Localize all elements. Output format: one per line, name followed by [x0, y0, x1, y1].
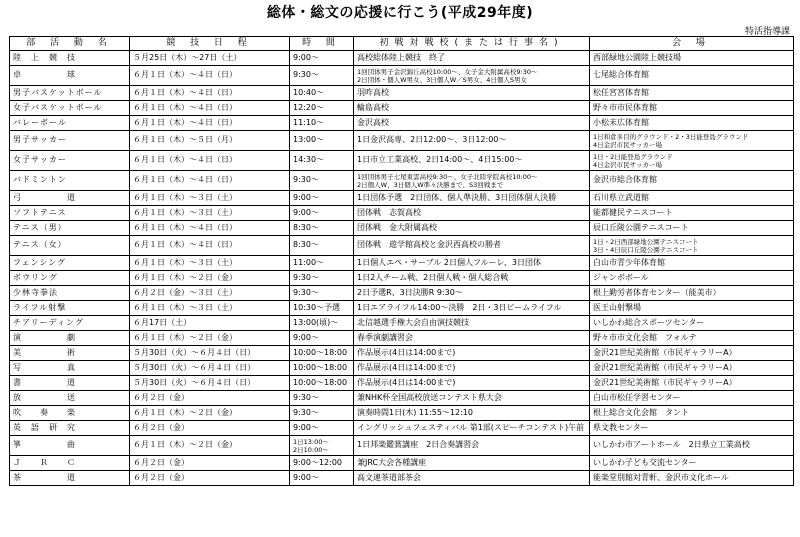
opponent-cell: 演奏時間1日(木) 11:55～12:10 [354, 406, 590, 421]
time-cell-line: 1日13:00～ [293, 437, 329, 446]
opponent-cell: 1日団体予選 2日団体、個人準決勝、3日団体個人決勝 [354, 191, 590, 206]
time-cell: 14:30～ [290, 151, 354, 171]
opponent-cell: 輪島高校 [354, 101, 590, 116]
opponent-cell [354, 66, 590, 86]
time-cell: 11:00～ [290, 256, 354, 271]
venue-cell: 金沢21世紀美術館（市民ギャラリーA） [590, 346, 794, 361]
venue-cell-line: 1日和倉多目的グラウンド・2・3日能登島グラウンド [593, 132, 749, 141]
venue-cell: 能楽堂別館対青軒、金沢市文化ホール [590, 471, 794, 486]
time-cell: 10:00～18:00 [290, 346, 354, 361]
table-row [10, 256, 794, 271]
venue-cell: 根上総合文化会館 タント [590, 406, 794, 421]
table-row [10, 471, 794, 486]
table-row [10, 456, 794, 471]
table-row [10, 236, 794, 256]
table-row [10, 436, 794, 456]
time-cell: 9:30～ [290, 271, 354, 286]
opponent-cell: 1日エアライフル14:00～決勝 2日・3日ビームライフル [354, 301, 590, 316]
club-cell: 男子サッカー [10, 131, 130, 151]
header-opponent: 初戦対戦校(または行事名) [354, 37, 590, 51]
schedule-cell: ６月１日（木）～４日（日） [130, 101, 290, 116]
club-cell: フェンシング [10, 256, 130, 271]
opponent-cell-line: 2日個人W、3日個人W準々決勝まで、S3回戦まで [357, 180, 504, 189]
schedule-cell: ６月１日（木）～３日（土） [130, 301, 290, 316]
time-cell: 9:30～ [290, 171, 354, 191]
header-club: 部 活 動 名 [10, 37, 130, 51]
venue-cell: 能都健民テニスコート [590, 206, 794, 221]
club-cell: 吹 奏 楽 [10, 406, 130, 421]
table-row [10, 391, 794, 406]
schedule-cell: ６月２日（金） [130, 456, 290, 471]
table-row [10, 331, 794, 346]
venue-cell: いしかわ子ども交流センター [590, 456, 794, 471]
table-row [10, 51, 794, 66]
club-cell: 放 送 [10, 391, 130, 406]
time-cell: 10:30～予選 [290, 301, 354, 316]
schedule-cell: ６月２日（金） [130, 391, 290, 406]
club-cell: 茶 道 [10, 471, 130, 486]
table-row [10, 421, 794, 436]
club-cell: テニス（男） [10, 221, 130, 236]
club-cell: 男子バスケットボール [10, 86, 130, 101]
time-cell: 8:30～ [290, 221, 354, 236]
schedule-cell: ６月１日（木）～４日（日） [130, 151, 290, 171]
schedule-cell: ６月１日（木）～２日（金） [130, 406, 290, 421]
time-cell: 9:00～12:00 [290, 456, 354, 471]
venue-cell: 石川県立武道館 [590, 191, 794, 206]
venue-cell: 辰口丘陵公園テニスコート [590, 221, 794, 236]
venue-cell-line: 4日金沢市民サッカー場 [593, 160, 663, 169]
time-cell: 9:30～ [290, 286, 354, 301]
club-cell: 英 語 研 究 [10, 421, 130, 436]
schedule-cell: ６月１日（木）～２日（金） [130, 271, 290, 286]
time-cell: 9:30～ [290, 66, 354, 86]
opponent-cell: 2日予選R、3日決勝R 9:30～ [354, 286, 590, 301]
opponent-cell: 高文連茶道部茶会 [354, 471, 590, 486]
schedule-cell: ６月１日（木）～３日（土） [130, 191, 290, 206]
time-cell: 13:00(頃)～ [290, 316, 354, 331]
header-venue: 会 場 [590, 37, 794, 51]
opponent-cell: 1日邦楽鑑賞講座 2日合奏講習会 [354, 436, 590, 456]
opponent-cell: 春季演劇講習会 [354, 331, 590, 346]
venue-cell [590, 236, 794, 256]
table-row [10, 206, 794, 221]
club-cell: ライフル射撃 [10, 301, 130, 316]
time-cell: 9:00～ [290, 421, 354, 436]
table-row [10, 101, 794, 116]
time-cell: 12:20～ [290, 101, 354, 116]
opponent-cell: 北信越選手権大会自由演技競技 [354, 316, 590, 331]
opponent-cell-line: 1回団体男子七尾東雲高校9:30～、女子北陸学院高校10:00～ [357, 172, 538, 181]
opponent-cell: 作品展示(4日は14:00まで) [354, 376, 590, 391]
club-cell: 美 術 [10, 346, 130, 361]
club-cell: 写 真 [10, 361, 130, 376]
opponent-cell: イングリッシュフェスティバル 第1部(スピーチコンテスト)午前 [354, 421, 590, 436]
venue-cell: 松任宮宮体育館 [590, 86, 794, 101]
table-row [10, 286, 794, 301]
opponent-cell: 1日市立工業高校、2日14:00～、4日15:00～ [354, 151, 590, 171]
opponent-cell: 羽咋高校 [354, 86, 590, 101]
club-cell: テニス（女） [10, 236, 130, 256]
club-cell: バレーボール [10, 116, 130, 131]
club-cell: チアリーディング [10, 316, 130, 331]
table-row [10, 66, 794, 86]
opponent-cell: 団体戦 志賀高校 [354, 206, 590, 221]
venue-cell: 根上勤労者体育センター（能美市） [590, 286, 794, 301]
club-cell: 弓 道 [10, 191, 130, 206]
club-cell: 書 道 [10, 376, 130, 391]
time-cell: 9:00～ [290, 471, 354, 486]
venue-cell: いしかわ市アートホール 2日県立工業高校 [590, 436, 794, 456]
opponent-cell: 1日金沢高専、2日12:00～、3日12:00～ [354, 131, 590, 151]
club-cell: Ｊ Ｒ Ｃ [10, 456, 130, 471]
opponent-cell: 作品展示(4日は14:00まで) [354, 346, 590, 361]
opponent-cell: 1日個人エペ・サーブル 2日個人フルーレ、3日団体 [354, 256, 590, 271]
club-cell: ソフトテニス [10, 206, 130, 221]
venue-cell [590, 151, 794, 171]
opponent-cell-line: 2日団体・個人W男女、3日個人W／S男女、4日個人S男女 [357, 75, 528, 84]
time-cell: 10:00～18:00 [290, 376, 354, 391]
schedule-cell: ６月２日（金） [130, 421, 290, 436]
venue-cell-line: 1日・2日西部緑地公園テニスコート [593, 237, 699, 246]
opponent-cell: 兼JRC大会各種講座 [354, 456, 590, 471]
venue-cell-line: 3日・4日辰口丘陵公園テニスコート [593, 245, 699, 254]
table-row [10, 361, 794, 376]
time-cell [290, 436, 354, 456]
time-cell: 8:30～ [290, 236, 354, 256]
time-cell: 9:30～ [290, 391, 354, 406]
club-cell: 陸 上 競 技 [10, 51, 130, 66]
time-cell: 13:00～ [290, 131, 354, 151]
venue-cell: いしかわ総合スポーツセンター [590, 316, 794, 331]
schedule-cell: ５月30日（火）～６月４日（日） [130, 376, 290, 391]
club-cell: 箏 曲 [10, 436, 130, 456]
schedule-cell: ６月１日（木）～２日（金） [130, 331, 290, 346]
time-cell-line: 2日10:00～ [293, 445, 329, 454]
schedule-cell: ６月１日（木）～４日（日） [130, 116, 290, 131]
venue-cell: 西部緑地公園陸上競技場 [590, 51, 794, 66]
table-row [10, 221, 794, 236]
table-row [10, 151, 794, 171]
page-title: 総体・総文の応援に行こう(平成29年度) [266, 5, 534, 21]
table-row [10, 86, 794, 101]
opponent-cell: 団体戦 金大附属高校 [354, 221, 590, 236]
venue-cell: 白山市青少年体育館 [590, 256, 794, 271]
opponent-cell: 団体戦 遊学館高校と金沢西高校の勝者 [354, 236, 590, 256]
opponent-cell [354, 171, 590, 191]
opponent-cell: 高校総体陸上競技 終了 [354, 51, 590, 66]
venue-cell-line: 1日・2日能登島グラウンド [593, 152, 673, 161]
schedule-cell: ６月17日（土） [130, 316, 290, 331]
opponent-cell: 兼NHK杯全国高校放送コンテスト県大会 [354, 391, 590, 406]
schedule-cell: ６月１日（木）～４日（日） [130, 221, 290, 236]
table-row [10, 406, 794, 421]
venue-cell: 七尾総合体育館 [590, 66, 794, 86]
club-cell: ボウリング [10, 271, 130, 286]
table-row [10, 171, 794, 191]
venue-cell: 県文教センター [590, 421, 794, 436]
venue-cell: 白山市松任学習センター [590, 391, 794, 406]
club-cell: バドミントン [10, 171, 130, 191]
opponent-cell: 作品展示(4日は14:00まで) [354, 361, 590, 376]
department-label: 特活指導課 [744, 27, 790, 37]
time-cell: 9:30～ [290, 406, 354, 421]
header-time: 時 間 [290, 37, 354, 51]
schedule-cell: ５月25日（木）～27日（土） [130, 51, 290, 66]
schedule-table [9, 36, 794, 486]
schedule-cell: ６月１日（木）～２日（金） [130, 436, 290, 456]
club-cell: 卓 球 [10, 66, 130, 86]
table-row [10, 271, 794, 286]
schedule-cell: ６月１日（木）～４日（日） [130, 86, 290, 101]
venue-cell: 金沢市総合体育館 [590, 171, 794, 191]
table-row [10, 301, 794, 316]
venue-cell: 金沢21世紀美術館（市民ギャラリーA） [590, 361, 794, 376]
schedule-cell: ６月１日（木）～３日（土） [130, 206, 290, 221]
schedule-cell: ６月１日（木）～５日（月） [130, 131, 290, 151]
table-row [10, 376, 794, 391]
club-cell: 女子サッカー [10, 151, 130, 171]
table-row [10, 191, 794, 206]
schedule-cell: ５月30日（火）～６月４日（日） [130, 361, 290, 376]
time-cell: 9:00～ [290, 331, 354, 346]
time-cell: 9:00～ [290, 191, 354, 206]
schedule-cell: ６月２日（金）～３日（土） [130, 286, 290, 301]
time-cell: 11:10～ [290, 116, 354, 131]
opponent-cell-line: 1回団体男子金沢錦丘高校10:00～、女子金大附属高校9:30～ [357, 67, 538, 76]
schedule-cell: ６月１日（木）～３日（土） [130, 256, 290, 271]
time-cell: 9:00～ [290, 51, 354, 66]
table-row [10, 316, 794, 331]
table-row [10, 116, 794, 131]
table-header-row [10, 37, 794, 51]
venue-cell: 野々市市民体育館 [590, 101, 794, 116]
venue-cell-line: 4日金沢市民サッカー場 [593, 140, 663, 149]
opponent-cell: 金沢高校 [354, 116, 590, 131]
time-cell: 10:00～18:00 [290, 361, 354, 376]
venue-cell: ジャンボボール [590, 271, 794, 286]
table-row [10, 131, 794, 151]
venue-cell: 小松末広体育館 [590, 116, 794, 131]
opponent-cell: 1日2人チーム戦、2日個人戦・個人総合戦 [354, 271, 590, 286]
venue-cell [590, 131, 794, 151]
venue-cell: 野々市市文化会館 フォルテ [590, 331, 794, 346]
club-cell: 女子バスケットボール [10, 101, 130, 116]
time-cell: 10:40～ [290, 86, 354, 101]
schedule-cell: ６月１日（木）～４日（日） [130, 236, 290, 256]
venue-cell: 金沢21世紀美術館（市民ギャラリーA） [590, 376, 794, 391]
schedule-cell: ６月１日（木）～４日（日） [130, 171, 290, 191]
schedule-cell: ５月30日（火）～６月４日（日） [130, 346, 290, 361]
schedule-cell: ６月２日（金） [130, 471, 290, 486]
club-cell: 少林寺拳法 [10, 286, 130, 301]
header-schedule: 競 技 日 程 [130, 37, 290, 51]
venue-cell: 医王山射撃場 [590, 301, 794, 316]
club-cell: 演 劇 [10, 331, 130, 346]
schedule-cell: ６月１日（木）～４日（日） [130, 66, 290, 86]
table-row [10, 346, 794, 361]
time-cell: 9:00～ [290, 206, 354, 221]
